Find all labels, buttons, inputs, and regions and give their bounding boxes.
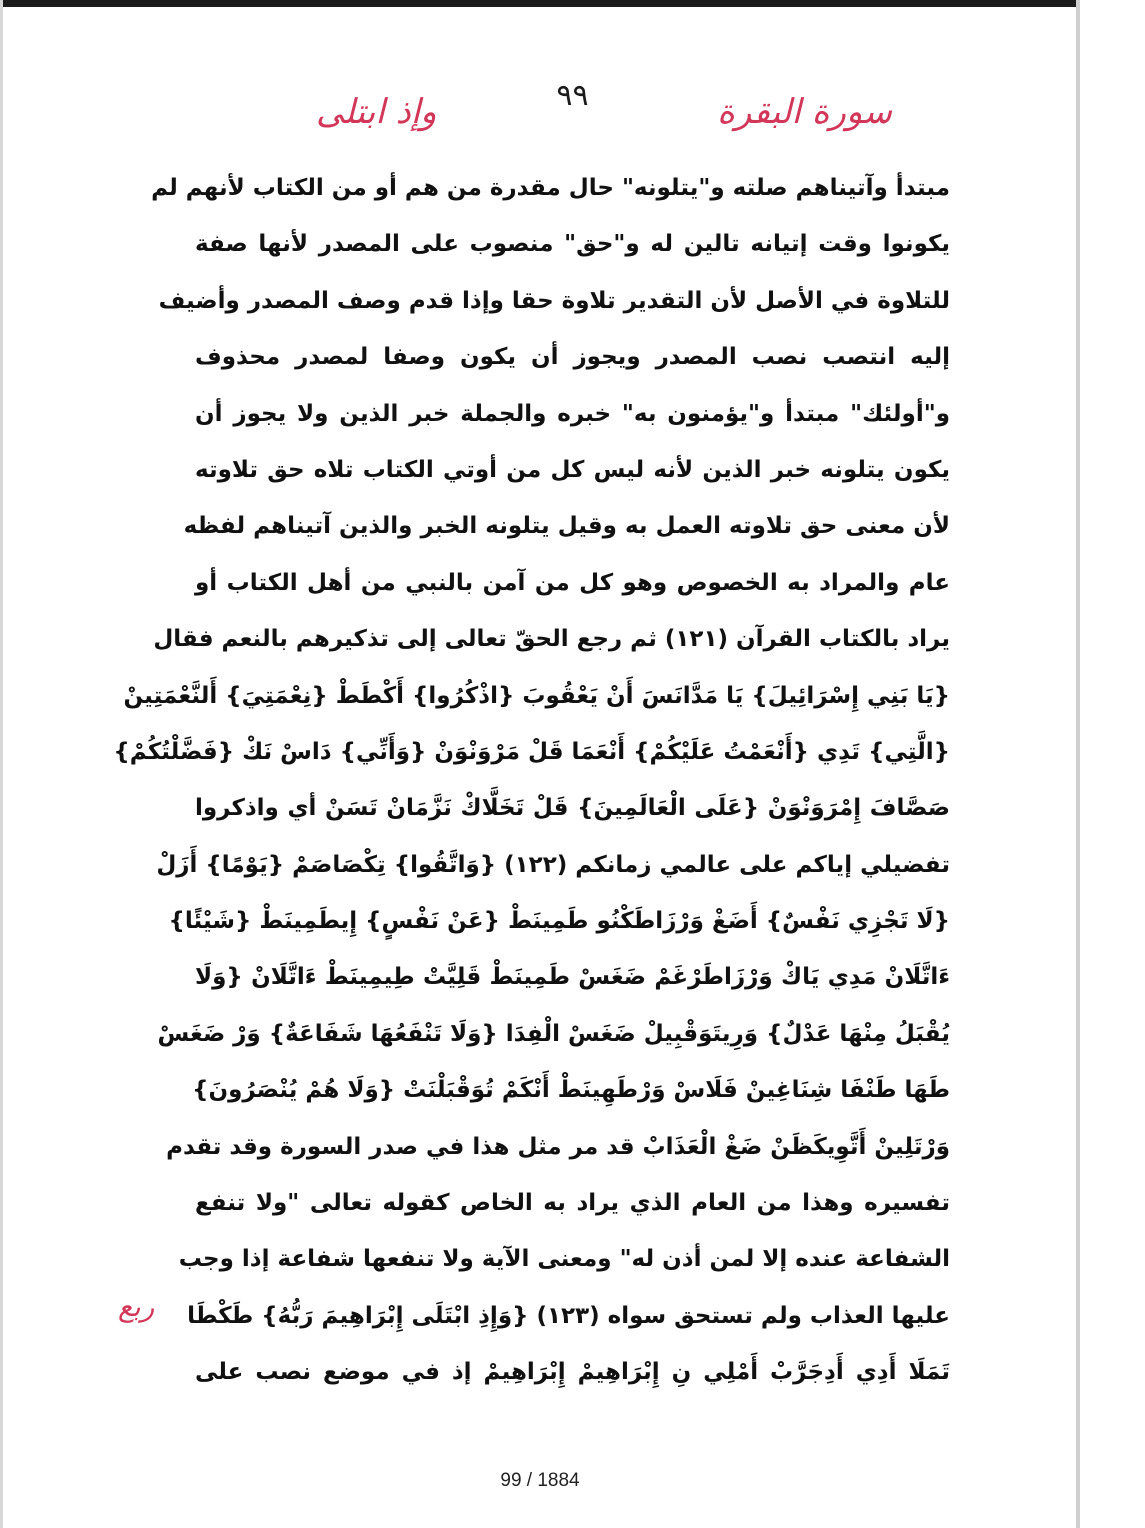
- text-line: وَرْتَلِينْ أَتَّوِيكَظَنْ ضَغْ الْعَذَابْ قد مر مثل هذا في صدر السورة وقد تقدم: [166, 1133, 950, 1160]
- text-line: إليه انتصب نصب المصدر ويجوز أن يكون وصفا لمصدر محذوف: [195, 344, 950, 371]
- text-line: تفضيلي إياكم على عالمي زمانكم (١٢٢) {وَاتَّقُوا} تِكْصَاصَمْ {يَوْمًا} أَزَلْ: [156, 851, 950, 878]
- text-line: تفسيره وهذا من العام الذي يراد به الخاص كقوله تعالى "ولا تنفع: [195, 1190, 950, 1217]
- scan-top-edge: [0, 0, 1080, 7]
- text-line: عام والمراد به الخصوص وهو كل من آمن بالنبي من أهل الكتاب أو: [195, 569, 950, 596]
- margin-note-handwritten: ربع: [118, 1290, 155, 1323]
- page-number: ٩٩: [556, 78, 589, 113]
- text-line: {يَا بَنِي إِسْرَائِيلَ} يَا مَدَّانَسَ أَنْ يَعْقُوبَ {اذْكُرُوا} أَكْطَطْ {نِعْمَتِيَ} أَلنَّعْمَتِينْ: [123, 682, 950, 709]
- text-line: يراد بالكتاب القرآن (١٢١) ثم رجع الحقّ تعالى إلى تذكيرهم بالنعم فقال: [153, 626, 950, 653]
- text-line: عليها العذاب ولم تستحق سواه (١٢٣) {وَإِذِ ابْتَلَى إِبْرَاهِيمَ رَبُّهُ} طَكْطَا: [187, 1302, 950, 1329]
- text-line: يكون يتلونه خبر الذين لأنه ليس كل من أوتي الكتاب تلاه حق تلاوته: [195, 456, 950, 483]
- scan-left-edge: [0, 0, 3, 1528]
- text-line: و"أولئك" مبتدأ و"يؤمنون به" خبره والجملة خبر الذين ولا يجوز أن: [195, 400, 950, 427]
- text-line: الشفاعة عنده إلا لمن أذن له" ومعنى الآية ولا تنفعها شفاعة إذا وجب: [178, 1246, 950, 1273]
- text-line: تَمَلَا أَدِي أَدِجَرَّبْ أَمْلِي نِ إِبْرَاهِيمْ إِبْرَاهِيمْ إذ في موضع نصب على: [195, 1359, 950, 1386]
- text-line: مبتدأ وآتيناهم صلته و"يتلونه" حال مقدرة من هم أو من الكتاب لأنهم لم: [151, 175, 950, 201]
- text-line: طَهَا طَنْفَا شِنَاغِينْ فَلَاسْ وَرْطَهِينَطْ أَنْكَمْ تُوَقْبَلْنَتْ {وَلَا هُمْ يُنْصَرُونَ}: [192, 1077, 950, 1104]
- surah-name-handwritten: سورة البقرة: [717, 92, 892, 132]
- text-line: ءَاتَّلَانْ مَدِي يَاكْ وَرْزَاطَرْغَمْ ضَغَسْ طَمِينَطْ قَلِيَّتْ طِيمِينَطْ ءَاتَّلَانْ {وَلَا: [195, 964, 950, 991]
- pagination-indicator: 99 / 1884: [500, 1470, 580, 1491]
- text-line: يكونوا وقت إتيانه تالين له و"حق" منصوب على المصدر لأنها صفة: [195, 231, 950, 258]
- text-line: لأن معنى حق تلاوته العمل به وقيل يتلونه الخبر والذين آتيناهم لفظه: [183, 513, 950, 540]
- text-line: يُقْبَلُ مِنْهَا عَدْلٌ} وَرِيتَوَقْبِيلْ ضَغَسْ الْفِدَا {وَلَا تَنْفَعُهَا شَفَاعَةٌ} وَرْ ضَغَسْ: [157, 1020, 950, 1047]
- scan-right-edge: [1076, 0, 1080, 1528]
- text-line: صَصَّافَ إِمْرَوَنْوَنْ {عَلَى الْعَالَمِينَ} قَلْ تَخَلَّاكْ نَزَّمَانْ تَسَنْ أي واذكروا: [195, 795, 950, 822]
- verse-ref-handwritten: وإذ ابتلى: [316, 92, 437, 132]
- text-line: {الَّتِي} تَدِي {أَنْعَمْتُ عَلَيْكُمْ} أَنْعَمَا قَلْ مَرْوَنْوَنْ {وَأَنِّي} دَاسْ نَكْ {فَضَّلْتُكُمْ}: [113, 738, 950, 765]
- page-header: [0, 78, 1080, 148]
- text-line: للتلاوة في الأصل لأن التقدير تلاوة حقا وإذا قدم وصف المصدر وأضيف: [158, 287, 950, 314]
- text-line: {لَا تَجْزِي نَفْسٌ} أَضَغْ وَرْزَاطَكْنُو طَمِينَطْ {عَنْ نَفْسٍ} إِيطَمِينَطْ {شَيْئًا}: [168, 908, 950, 935]
